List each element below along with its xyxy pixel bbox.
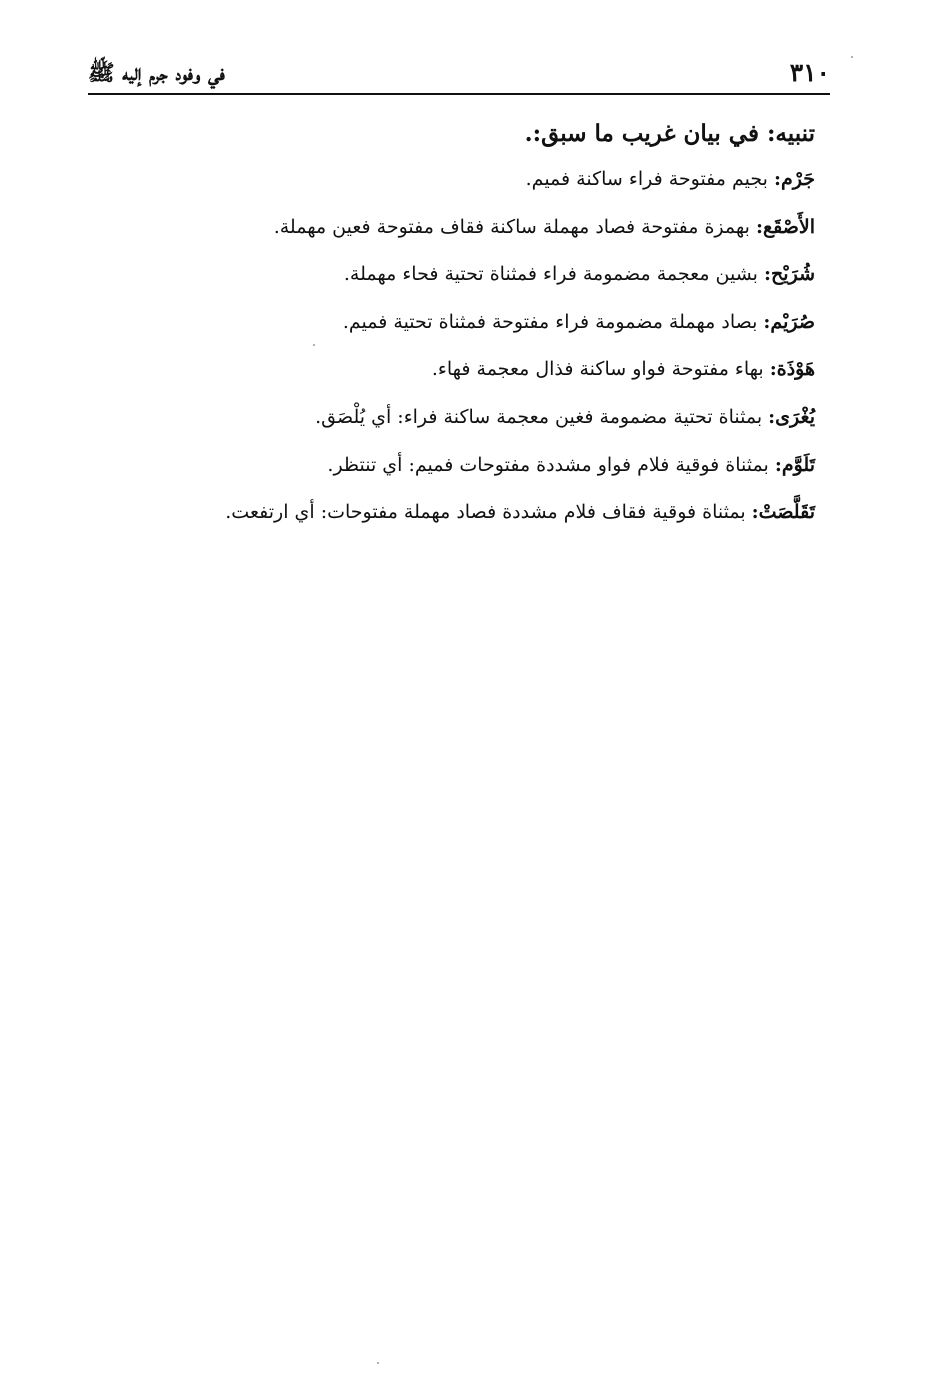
entry-term: شُرَيْح: — [764, 263, 815, 286]
entry-definition: بهاء مفتوحة فواو ساكنة فذال معجمة فهاء. — [431, 358, 770, 381]
glossary-entry — [135, 299, 815, 347]
glossary-entry — [135, 156, 815, 204]
scan-speck — [377, 1362, 379, 1364]
glossary-entry — [135, 442, 815, 490]
entry-term: هَوْذَة: — [769, 358, 815, 381]
entry-definition: بشين معجمة مضمومة فراء فمثناة تحتية فحاء مهملة. — [343, 263, 765, 286]
entry-term: تَقَلَّصَتْ: — [751, 501, 815, 524]
glossary-entry — [135, 251, 815, 299]
running-title: في وفود جرم إليه ﷺ — [88, 60, 225, 86]
glossary-entry — [135, 394, 815, 442]
entry-definition: بهمزة مفتوحة فصاد مهملة ساكنة فقاف مفتوحة فعين مهملة. — [273, 215, 756, 238]
entry-definition: بجيم مفتوحة فراء ساكنة فميم. — [525, 168, 774, 190]
entry-definition: بمثناة فوقية فلام فواو مشددة مفتوحات فميم: أي تنتظر. — [327, 453, 775, 476]
glossary-entry — [135, 346, 815, 394]
header-rule — [88, 93, 830, 95]
scan-speck — [851, 56, 853, 58]
page-content — [135, 112, 815, 537]
entry-term: يُغْرَى: — [768, 405, 815, 428]
entry-definition: بمثناة تحتية مضمومة فغين معجمة ساكنة فراء: أي يُلْصَق. — [315, 405, 769, 428]
entry-term: تَلَوَّم: — [774, 453, 815, 476]
entry-term: صُرَيْم: — [763, 310, 815, 333]
section-title: تنبيه: في بيان غريب ما سبق:. — [524, 120, 815, 147]
page-number: ٣١٠ — [789, 58, 830, 87]
glossary-entry — [135, 204, 815, 252]
entry-definition: بمثناة فوقية فقاف فلام مشددة فصاد مهملة مفتوحات: أي ارتفعت. — [225, 501, 752, 524]
scan-speck — [313, 344, 315, 346]
entry-definition: بصاد مهملة مضمومة فراء مفتوحة فمثناة تحتية فميم. — [342, 310, 764, 333]
entry-term: جَرْم: — [773, 168, 815, 190]
page-header — [88, 52, 830, 92]
entry-term: الأَصْقَع: — [756, 215, 815, 238]
glossary-entry — [135, 489, 815, 537]
